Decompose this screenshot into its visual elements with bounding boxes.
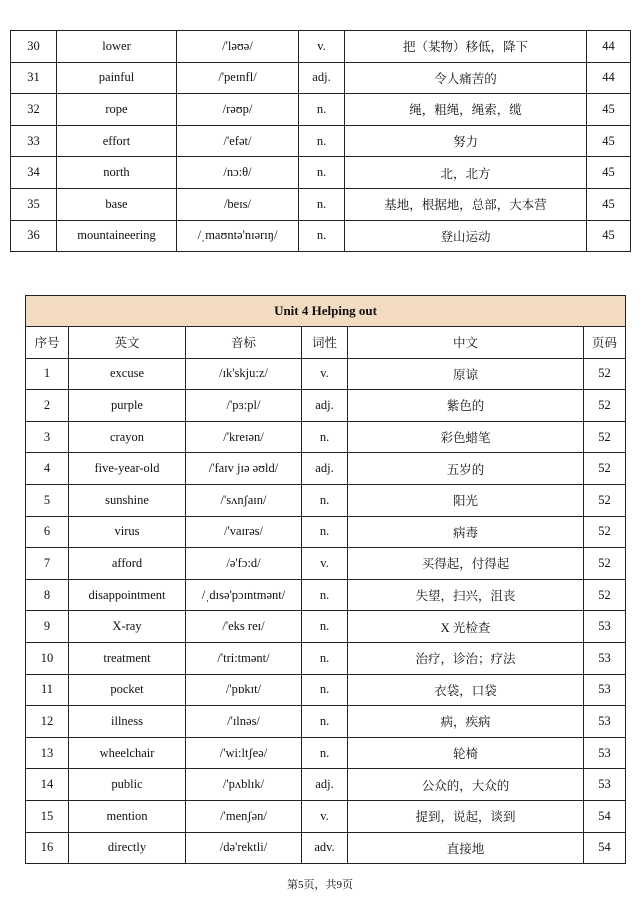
table-row (26, 484, 626, 516)
cell-pos: n. (299, 125, 345, 157)
cell-zh: 病，疾病 (348, 706, 584, 738)
cell-pos: v. (299, 31, 345, 63)
cell-zh: 阳光 (348, 484, 584, 516)
page-footer: 第5页，共9页 (287, 879, 353, 891)
unit-title: Unit 4 Helping out (26, 296, 626, 327)
cell-ipa: /'vaɪrəs/ (186, 516, 302, 548)
cell-pos: n. (302, 642, 348, 674)
cell-en: mountaineering (57, 220, 177, 252)
cell-ipa: /'peɪnfl/ (177, 62, 299, 94)
cell-pos: adj. (302, 769, 348, 801)
cell-page: 45 (587, 188, 631, 220)
cell-no: 11 (26, 674, 69, 706)
unit-4-vocabulary-table (25, 295, 626, 864)
cell-no: 13 (26, 737, 69, 769)
cell-no: 30 (11, 31, 57, 63)
cell-page: 52 (584, 453, 626, 485)
cell-no: 7 (26, 548, 69, 580)
cell-no: 9 (26, 611, 69, 643)
cell-zh: 轮椅 (348, 737, 584, 769)
cell-pos: adj. (302, 390, 348, 422)
cell-no: 4 (26, 453, 69, 485)
cell-zh: 买得起，付得起 (348, 548, 584, 580)
cell-ipa: /ɪk'skju:z/ (186, 358, 302, 390)
table-row (26, 769, 626, 801)
cell-no: 35 (11, 188, 57, 220)
cell-no: 8 (26, 579, 69, 611)
table-row (11, 220, 631, 252)
cell-page: 52 (584, 484, 626, 516)
cell-pos: n. (302, 737, 348, 769)
cell-zh: 衣袋，口袋 (348, 674, 584, 706)
cell-en: painful (57, 62, 177, 94)
cell-pos: n. (302, 706, 348, 738)
cell-page: 45 (587, 125, 631, 157)
cell-pos: n. (302, 516, 348, 548)
cell-ipa: /'eks reɪ/ (186, 611, 302, 643)
cell-pos: v. (302, 800, 348, 832)
cell-ipa: /ˌmaʊntə'nɪərɪŋ/ (177, 220, 299, 252)
cell-ipa: /beɪs/ (177, 188, 299, 220)
cell-zh: 彩色蜡笔 (348, 421, 584, 453)
cell-page: 45 (587, 94, 631, 126)
cell-page: 52 (584, 579, 626, 611)
cell-page: 52 (584, 421, 626, 453)
cell-no: 34 (11, 157, 57, 189)
cell-page: 54 (584, 832, 626, 864)
cell-zh: 基地，根据地，总部，大本营 (345, 188, 587, 220)
cell-zh: X 光检查 (348, 611, 584, 643)
cell-no: 10 (26, 642, 69, 674)
cell-pos: n. (299, 94, 345, 126)
header-ipa: 音标 (186, 327, 302, 359)
cell-ipa: /'pɜ:pl/ (186, 390, 302, 422)
cell-en: pocket (69, 674, 186, 706)
table-row (26, 800, 626, 832)
cell-en: mention (69, 800, 186, 832)
cell-ipa: /'kreɪən/ (186, 421, 302, 453)
table-row (26, 548, 626, 580)
table-row (11, 188, 631, 220)
vocabulary-table-continued (10, 30, 631, 252)
cell-ipa: /'ɪlnəs/ (186, 706, 302, 738)
cell-page: 53 (584, 706, 626, 738)
cell-zh: 公众的，大众的 (348, 769, 584, 801)
cell-pos: v. (302, 548, 348, 580)
cell-no: 31 (11, 62, 57, 94)
cell-zh: 病毒 (348, 516, 584, 548)
cell-pos: n. (302, 674, 348, 706)
cell-pos: v. (302, 358, 348, 390)
cell-no: 6 (26, 516, 69, 548)
cell-en: virus (69, 516, 186, 548)
cell-no: 36 (11, 220, 57, 252)
cell-en: directly (69, 832, 186, 864)
cell-ipa: /nɔ:θ/ (177, 157, 299, 189)
table-row (11, 94, 631, 126)
cell-page: 53 (584, 611, 626, 643)
cell-page: 52 (584, 390, 626, 422)
cell-page: 52 (584, 358, 626, 390)
cell-no: 15 (26, 800, 69, 832)
cell-ipa: /də'rektli/ (186, 832, 302, 864)
cell-en: disappointment (69, 579, 186, 611)
header-zh: 中文 (348, 327, 584, 359)
table-row (11, 62, 631, 94)
table-row (26, 390, 626, 422)
cell-ipa: /'pɒkɪt/ (186, 674, 302, 706)
cell-ipa: /rəʊp/ (177, 94, 299, 126)
cell-en: afford (69, 548, 186, 580)
cell-page: 44 (587, 31, 631, 63)
cell-en: base (57, 188, 177, 220)
cell-no: 33 (11, 125, 57, 157)
cell-page: 53 (584, 642, 626, 674)
cell-pos: n. (302, 484, 348, 516)
cell-page: 45 (587, 220, 631, 252)
cell-no: 2 (26, 390, 69, 422)
cell-zh: 直接地 (348, 832, 584, 864)
cell-ipa: /ə'fɔ:d/ (186, 548, 302, 580)
table-row (26, 516, 626, 548)
cell-page: 53 (584, 769, 626, 801)
header-pos: 词性 (302, 327, 348, 359)
cell-en: lower (57, 31, 177, 63)
cell-en: five-year-old (69, 453, 186, 485)
cell-ipa: /'ləʊə/ (177, 31, 299, 63)
table-row (26, 453, 626, 485)
table-row (26, 358, 626, 390)
cell-zh: 努力 (345, 125, 587, 157)
cell-no: 16 (26, 832, 69, 864)
header-no: 序号 (26, 327, 69, 359)
cell-ipa: /'pʌblɪk/ (186, 769, 302, 801)
cell-no: 12 (26, 706, 69, 738)
cell-en: north (57, 157, 177, 189)
cell-ipa: /'wi:ltʃeə/ (186, 737, 302, 769)
cell-pos: n. (299, 220, 345, 252)
table-row (26, 611, 626, 643)
header-en: 英文 (69, 327, 186, 359)
cell-en: treatment (69, 642, 186, 674)
table-row (11, 157, 631, 189)
cell-no: 14 (26, 769, 69, 801)
cell-ipa: /'menʃən/ (186, 800, 302, 832)
header-page: 页码 (584, 327, 626, 359)
cell-pos: adj. (302, 453, 348, 485)
cell-zh: 提到，说起，谈到 (348, 800, 584, 832)
cell-page: 52 (584, 516, 626, 548)
cell-en: rope (57, 94, 177, 126)
cell-page: 45 (587, 157, 631, 189)
table-row (26, 737, 626, 769)
cell-no: 1 (26, 358, 69, 390)
cell-ipa: /'tri:tmənt/ (186, 642, 302, 674)
cell-en: illness (69, 706, 186, 738)
table-row (26, 642, 626, 674)
cell-zh: 绳，粗绳，绳索，缆 (345, 94, 587, 126)
cell-zh: 登山运动 (345, 220, 587, 252)
cell-en: crayon (69, 421, 186, 453)
cell-page: 52 (584, 548, 626, 580)
table-row (26, 579, 626, 611)
cell-ipa: /'efət/ (177, 125, 299, 157)
cell-ipa: /'faɪv jɪə əʊld/ (186, 453, 302, 485)
cell-zh: 原谅 (348, 358, 584, 390)
cell-pos: n. (302, 579, 348, 611)
cell-no: 5 (26, 484, 69, 516)
cell-zh: 紫色的 (348, 390, 584, 422)
cell-pos: n. (302, 611, 348, 643)
cell-pos: n. (302, 421, 348, 453)
cell-zh: 北，北方 (345, 157, 587, 189)
header-row (26, 327, 626, 359)
cell-no: 3 (26, 421, 69, 453)
cell-zh: 令人痛苦的 (345, 62, 587, 94)
table-row (26, 421, 626, 453)
cell-ipa: /ˌdɪsə'pɔɪntmənt/ (186, 579, 302, 611)
table-row (26, 706, 626, 738)
cell-en: excuse (69, 358, 186, 390)
cell-no: 32 (11, 94, 57, 126)
cell-page: 54 (584, 800, 626, 832)
cell-page: 53 (584, 674, 626, 706)
cell-en: purple (69, 390, 186, 422)
cell-page: 53 (584, 737, 626, 769)
cell-en: wheelchair (69, 737, 186, 769)
cell-zh: 治疗，诊治；疗法 (348, 642, 584, 674)
cell-pos: n. (299, 188, 345, 220)
cell-en: sunshine (69, 484, 186, 516)
cell-en: effort (57, 125, 177, 157)
cell-zh: 把（某物）移低，降下 (345, 31, 587, 63)
cell-en: X-ray (69, 611, 186, 643)
cell-zh: 失望，扫兴，沮丧 (348, 579, 584, 611)
table-row (11, 31, 631, 63)
table-row (26, 674, 626, 706)
cell-page: 44 (587, 62, 631, 94)
unit-title-row (26, 296, 626, 327)
cell-ipa: /'sʌnʃaɪn/ (186, 484, 302, 516)
table-row (11, 125, 631, 157)
cell-pos: adj. (299, 62, 345, 94)
cell-pos: n. (299, 157, 345, 189)
cell-en: public (69, 769, 186, 801)
cell-zh: 五岁的 (348, 453, 584, 485)
table-row (26, 832, 626, 864)
cell-pos: adv. (302, 832, 348, 864)
